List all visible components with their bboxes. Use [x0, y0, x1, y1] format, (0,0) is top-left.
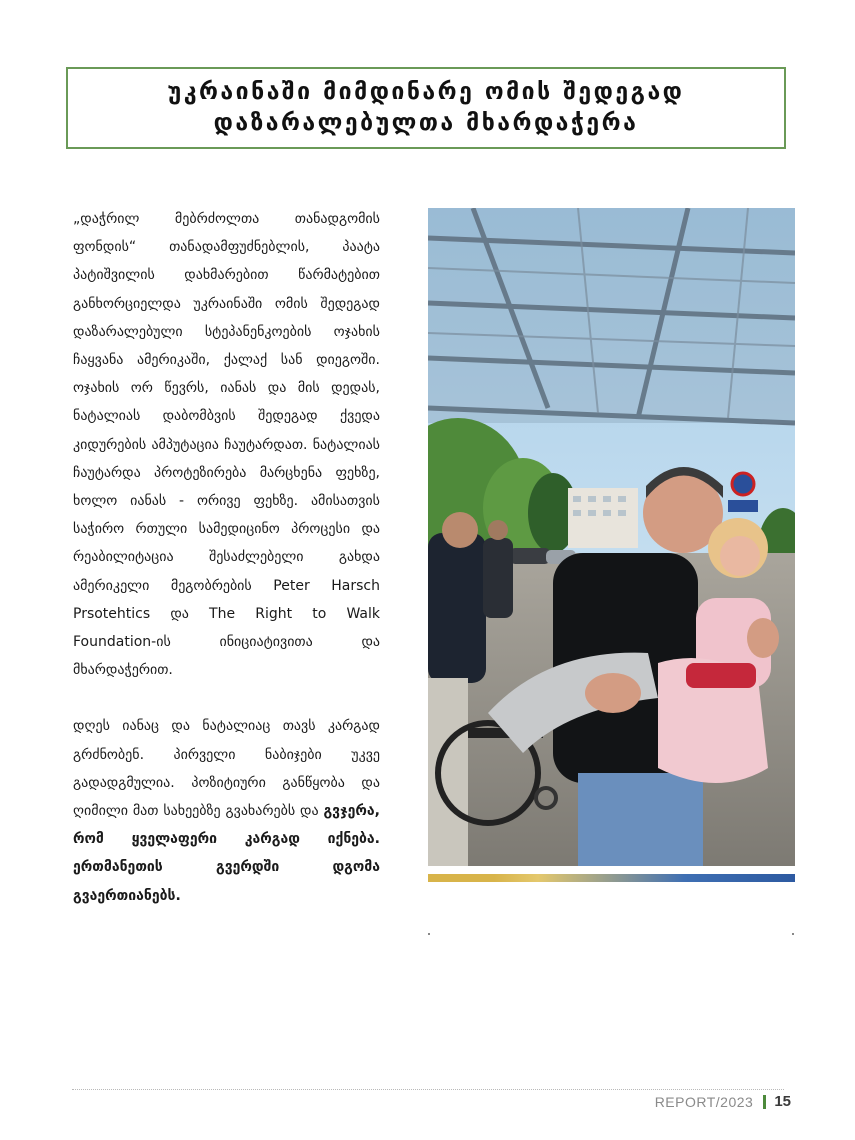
article-text: [73, 205, 380, 910]
article-paragraph-1: „დაჭრილ მებრძოლთა თანადგომის ფონდის“ თანადამფუძნებლის, პაატა პატიშვილის დახმარებით წარმატებით განხორციელდა უკრაინაში ომის შედეგად დაზარალებული სტეპანენკოების ოჯახის ჩაყვანა ამერიკაში, ქალაქ სან დიეგოში. ოჯახის ორ წევრს, იანას და მის დედას, ნატალიას დაბომბვის შედეგად ქვედა კიდურების ამპუტაცია ჩაუტარდათ. ნატალიას ჩაუტარდა პროტეზირება მარცხენა ფეხზე, ხოლო იანას - ორივე ფეხზე. ამისათვის საჭირო რთული სამედიცინო პროცესი და რეაბილიტაცია შესაძლებელი გახდა ამერიკელი მეგობრების Peter Harsch Prsotehtics და The Right to Walk Foundation-ის ინიციატივითა და მხარდაჭერით.: [73, 211, 380, 679]
title-line-1: უკრაინაში მიმდინარე ომის შედეგად: [167, 79, 685, 105]
article-paragraph-2-bold: გვჯერა, რომ ყველაფერი კარგად იქნება. ერთმანეთის გვერდში დგომა გვაერთიანებს.: [73, 803, 380, 904]
decor-dot-left: [428, 933, 430, 935]
article-paragraph-2: [73, 712, 380, 909]
footer: [655, 1093, 791, 1110]
title-box: [66, 67, 786, 149]
footer-divider: [72, 1089, 784, 1090]
photo-color-rule: [428, 874, 795, 882]
footer-report-label: REPORT/2023: [654, 1093, 754, 1110]
title-line-2: დაზარალებულთა მხარდაჭერა: [213, 110, 639, 136]
article-paragraph-2-text: დღეს იანაც და ნატალიაც თავს კარგად გრძნობენ. პირველი ნაბიჯები უკვე გადადგმულია. პოზიტიური განწყობა და ღიმილი მათ სახეებზე გვახარებს და: [73, 718, 380, 820]
article-photo: [428, 208, 795, 866]
decor-dot-right: [792, 933, 794, 935]
page-number: 15: [774, 1093, 791, 1110]
footer-separator-bar: [763, 1095, 766, 1109]
